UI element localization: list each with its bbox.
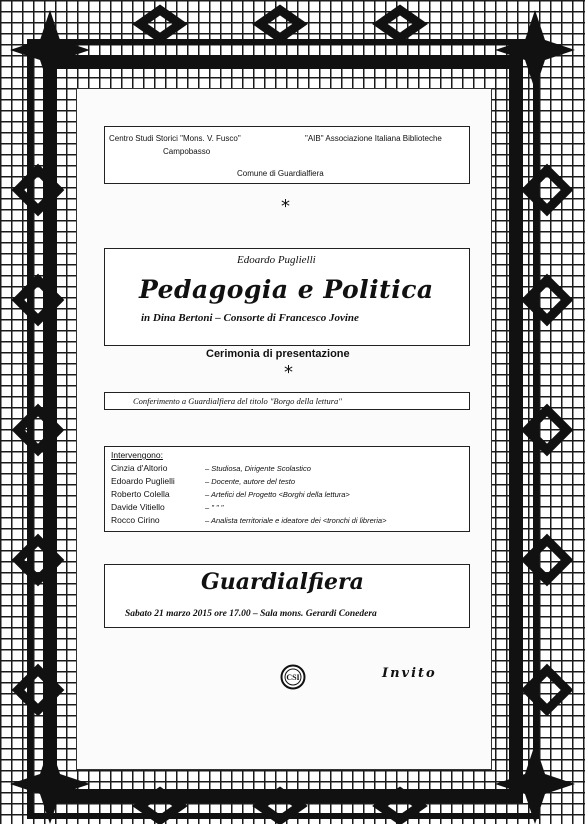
speaker-name: Cinzia d'Altorio: [111, 463, 168, 473]
speaker-name: Edoardo Puglielli: [111, 476, 175, 486]
speaker-name: Roberto Colella: [111, 489, 170, 499]
speakers-heading: Intervengono:: [111, 450, 163, 460]
speaker-role: – Studiosa, Dirigente Scolastico: [205, 464, 311, 473]
logo-text: CSI: [286, 673, 300, 682]
book-title-box: [104, 248, 470, 346]
conferimento-text: Conferimento a Guardialfiera del titolo "Borgo della lettura": [133, 396, 342, 406]
speaker-role: – Artefici del Progetto <Borghi della lettura>: [205, 490, 350, 499]
speaker-role: – Analista territoriale e ideatore dei <tronchi di libreria>: [205, 516, 387, 525]
speaker-role: – " " ": [205, 503, 224, 512]
event-box: [104, 564, 470, 628]
organizer-left-line1: Centro Studi Storici "Mons. V. Fusco": [109, 134, 241, 143]
speakers-box: [104, 446, 470, 532]
ceremony-label: Cerimonia di presentazione: [206, 348, 350, 360]
asterisk-divider: *: [281, 196, 290, 217]
comune-label: Comune di Guardialfiera: [237, 169, 324, 178]
organizer-left-line2: Campobasso: [163, 147, 211, 156]
event-date: Sabato 21 marzo 2015 ore 17.00 – Sala mons. Gerardi Conedera: [125, 609, 377, 619]
book-author: Edoardo Puglielli: [237, 254, 316, 266]
event-town: Guardialfiera: [201, 569, 364, 595]
conferimento-box: [104, 392, 470, 410]
csi-logo-seal: [280, 664, 306, 690]
header-box: [104, 126, 470, 184]
speaker-role: – Docente, autore del testo: [205, 477, 296, 486]
organizer-right-line: "AIB" Associazione Italiana Biblioteche: [305, 134, 442, 143]
asterisk-divider: *: [284, 362, 293, 383]
invito-label: Invito: [382, 666, 437, 681]
speaker-name: Rocco Cirino: [111, 515, 160, 525]
speaker-name: Davide Vitiello: [111, 502, 165, 512]
book-subtitle: in Dina Bertoni – Consorte di Francesco Jovine: [141, 312, 359, 324]
book-title: Pedagogia e Politica: [139, 275, 434, 304]
